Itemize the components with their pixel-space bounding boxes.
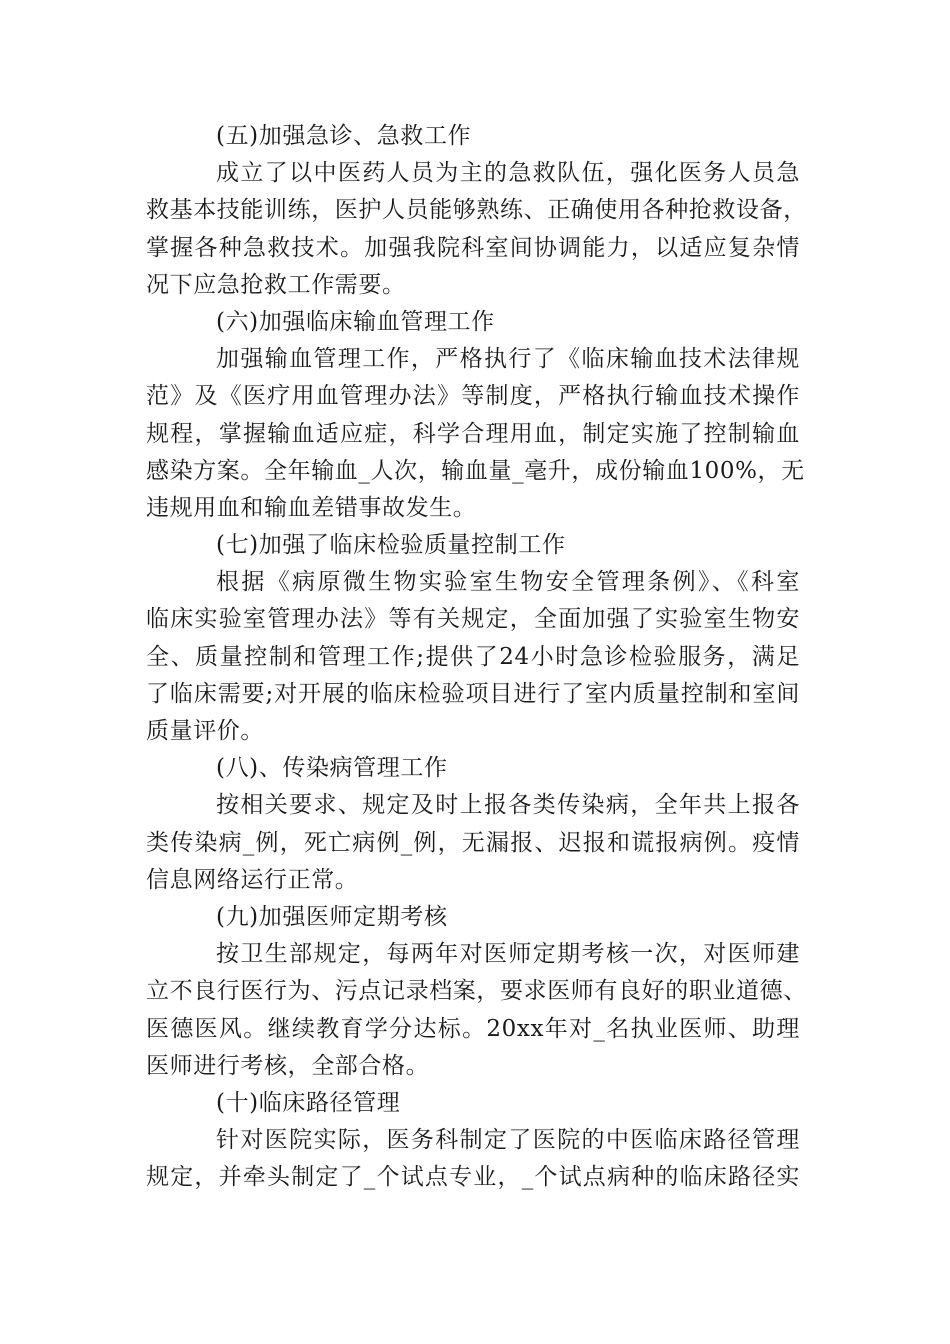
text-line: 按相关要求、规定及时上报各类传染病，全年共上报各 (216, 792, 800, 819)
text-line: (七)加强了临床检验质量控制工作 (216, 532, 566, 559)
text-line: 感染方案。全年输血_人次，输血量_毫升，成份输血100%，无 (146, 457, 805, 484)
text-line: 范》及《医疗用血管理办法》等制度，严格执行输血技术操作 (146, 383, 800, 410)
text-line: (十)临床路径管理 (216, 1089, 401, 1116)
text-line: 规定，并牵头制定了_个试点专业，_个试点病种的临床路径实 (146, 1164, 800, 1191)
text-line: 掌握各种急救技术。加强我院科室间协调能力，以适应复杂情 (146, 234, 800, 261)
text-line: 立不良行医行为、污点记录档案，要求医师有良好的职业道德、 (146, 978, 807, 1005)
text-line: 成立了以中医药人员为主的急救队伍，强化医务人员急 (216, 160, 800, 187)
text-line: 根据《病原微生物实验室生物安全管理条例》、《科室 (216, 569, 800, 596)
text-line: 类传染病_例，死亡病例_例，无漏报、迟报和谎报病例。疫情 (146, 829, 800, 856)
text-line: 况下应急抢救工作需要。 (146, 271, 406, 298)
text-line: 规程，掌握输血适应症，科学合理用血，制定实施了控制输血 (146, 420, 800, 447)
text-line: (八)、传染病管理工作 (216, 755, 448, 782)
text-line: (六)加强临床输血管理工作 (216, 308, 495, 335)
text-line: (五)加强急诊、急救工作 (216, 123, 472, 149)
text-line: 质量评价。 (146, 718, 264, 744)
text-line: 救基本技能训练，医护人员能够熟练、正确使用各种抢救设备， (146, 197, 807, 224)
text-line: 医师进行考核，全部合格。 (146, 1052, 430, 1079)
text-line: 加强输血管理工作，严格执行了《临床输血技术法律规 (216, 346, 800, 373)
text-line: 临床实验室管理办法》等有关规定，全面加强了实验室生物安 (146, 606, 800, 633)
text-line: 了临床需要;对开展的临床检验项目进行了室内质量控制和室间 (146, 680, 800, 707)
text-line: 全、质量控制和管理工作;提供了24小时急诊检验服务，满足 (146, 643, 800, 670)
document-body (146, 118, 807, 1196)
text-line: 医德医风。继续教育学分达标。20xx年对_名执业医师、助理 (146, 1015, 800, 1042)
text-line: 信息网络运行正常。 (146, 866, 359, 893)
text-line: 违规用血和输血差错事故发生。 (146, 494, 477, 521)
text-line: 针对医院实际，医务科制定了医院的中医临床路径管理 (216, 1127, 800, 1154)
text-line: 按卫生部规定，每两年对医师定期考核一次，对医师建 (216, 941, 800, 968)
text-line: (九)加强医师定期考核 (216, 903, 448, 930)
